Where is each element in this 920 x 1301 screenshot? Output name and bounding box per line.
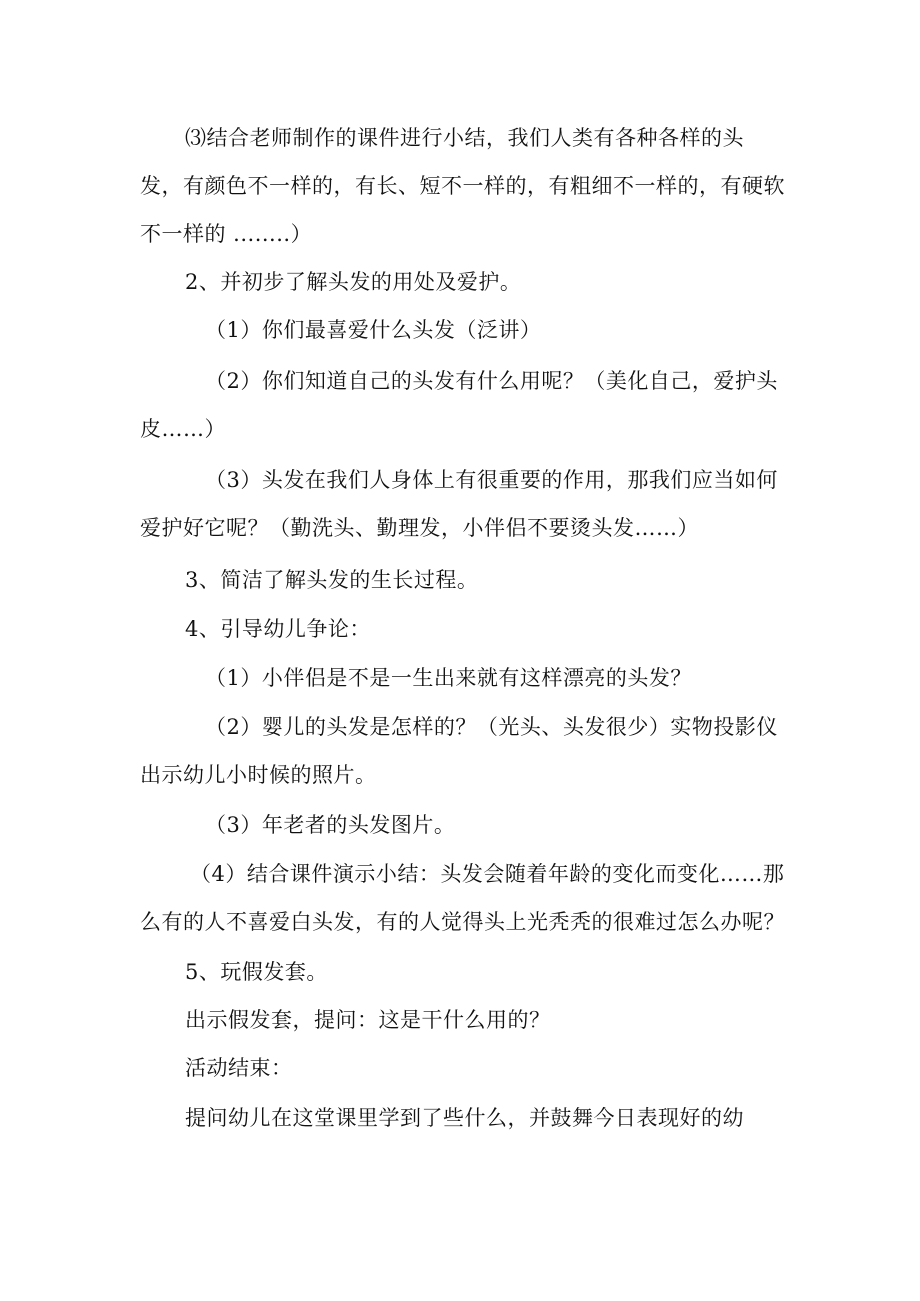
- paragraph-summary: [140, 114, 785, 258]
- text-line: 出示假发套，提问：这是干什么用的？: [185, 1008, 551, 1032]
- sub-item-2b: [140, 703, 778, 799]
- paragraph-wig: [185, 996, 551, 1044]
- text-line: （3）头发在我们人身体上有很重要的作用，那我们应当如何: [205, 468, 778, 492]
- text-line: 提问幼儿在这堂课里学到了些什么，并鼓舞今日表现好的幼: [185, 1106, 744, 1130]
- text-line: （3）年老者的头发图片。: [205, 813, 456, 837]
- sub-item-3b: [205, 801, 455, 849]
- text-line: 出示幼儿小时候的照片。: [140, 763, 377, 787]
- paragraph-closing: [185, 1094, 744, 1142]
- text-line: 3、简洁了解头发的生长过程。: [185, 568, 479, 592]
- text-line: 2、并初步了解头发的用处及爱护。: [185, 270, 522, 294]
- text-line: （2）婴儿的头发是怎样的？（光头、头发很少）实物投影仪: [205, 715, 778, 739]
- heading-item-2: [185, 258, 521, 306]
- heading-item-5: [185, 948, 328, 996]
- heading-activity-end: [185, 1044, 293, 1092]
- text-line: （1）小伴侣是不是一生出来就有这样漂亮的头发？: [205, 666, 692, 690]
- sub-item-2: [140, 357, 778, 453]
- text-line: ⑶结合老师制作的课件进行小结，我们人类有各种各样的头: [185, 126, 744, 150]
- text-line: 4、引导幼儿争论：: [185, 617, 371, 641]
- text-line: 皮……）: [140, 417, 226, 441]
- text-line: 5、玩假发套。: [185, 960, 328, 984]
- text-line: 么有的人不喜爱白头发，有的人觉得头上光秃秃的很难过怎么办呢？: [140, 910, 785, 934]
- text-line: （2）你们知道自己的头发有什么用呢？（美化自己，爱护头: [205, 369, 778, 393]
- text-line: （1）你们最喜爱什么头发（泛讲）: [205, 318, 542, 342]
- heading-item-3: [185, 556, 478, 604]
- text-line: 发，有颜色不一样的，有长、短不一样的，有粗细不一样的，有硬软: [140, 174, 785, 198]
- sub-item-3: [140, 456, 778, 552]
- heading-item-4: [185, 605, 371, 653]
- text-line: （4）结合课件演示小结：头发会随着年龄的变化而变化……那: [190, 862, 785, 886]
- sub-item-1b: [205, 654, 692, 702]
- sub-item-4b: [140, 850, 785, 946]
- text-line: 不一样的 ........）: [140, 222, 313, 246]
- text-line: 爱护好它呢？（勤洗头、勤理发，小伴侣不要烫头发……）: [140, 516, 699, 540]
- sub-item-1: [205, 306, 541, 354]
- text-line: 活动结束：: [185, 1056, 293, 1080]
